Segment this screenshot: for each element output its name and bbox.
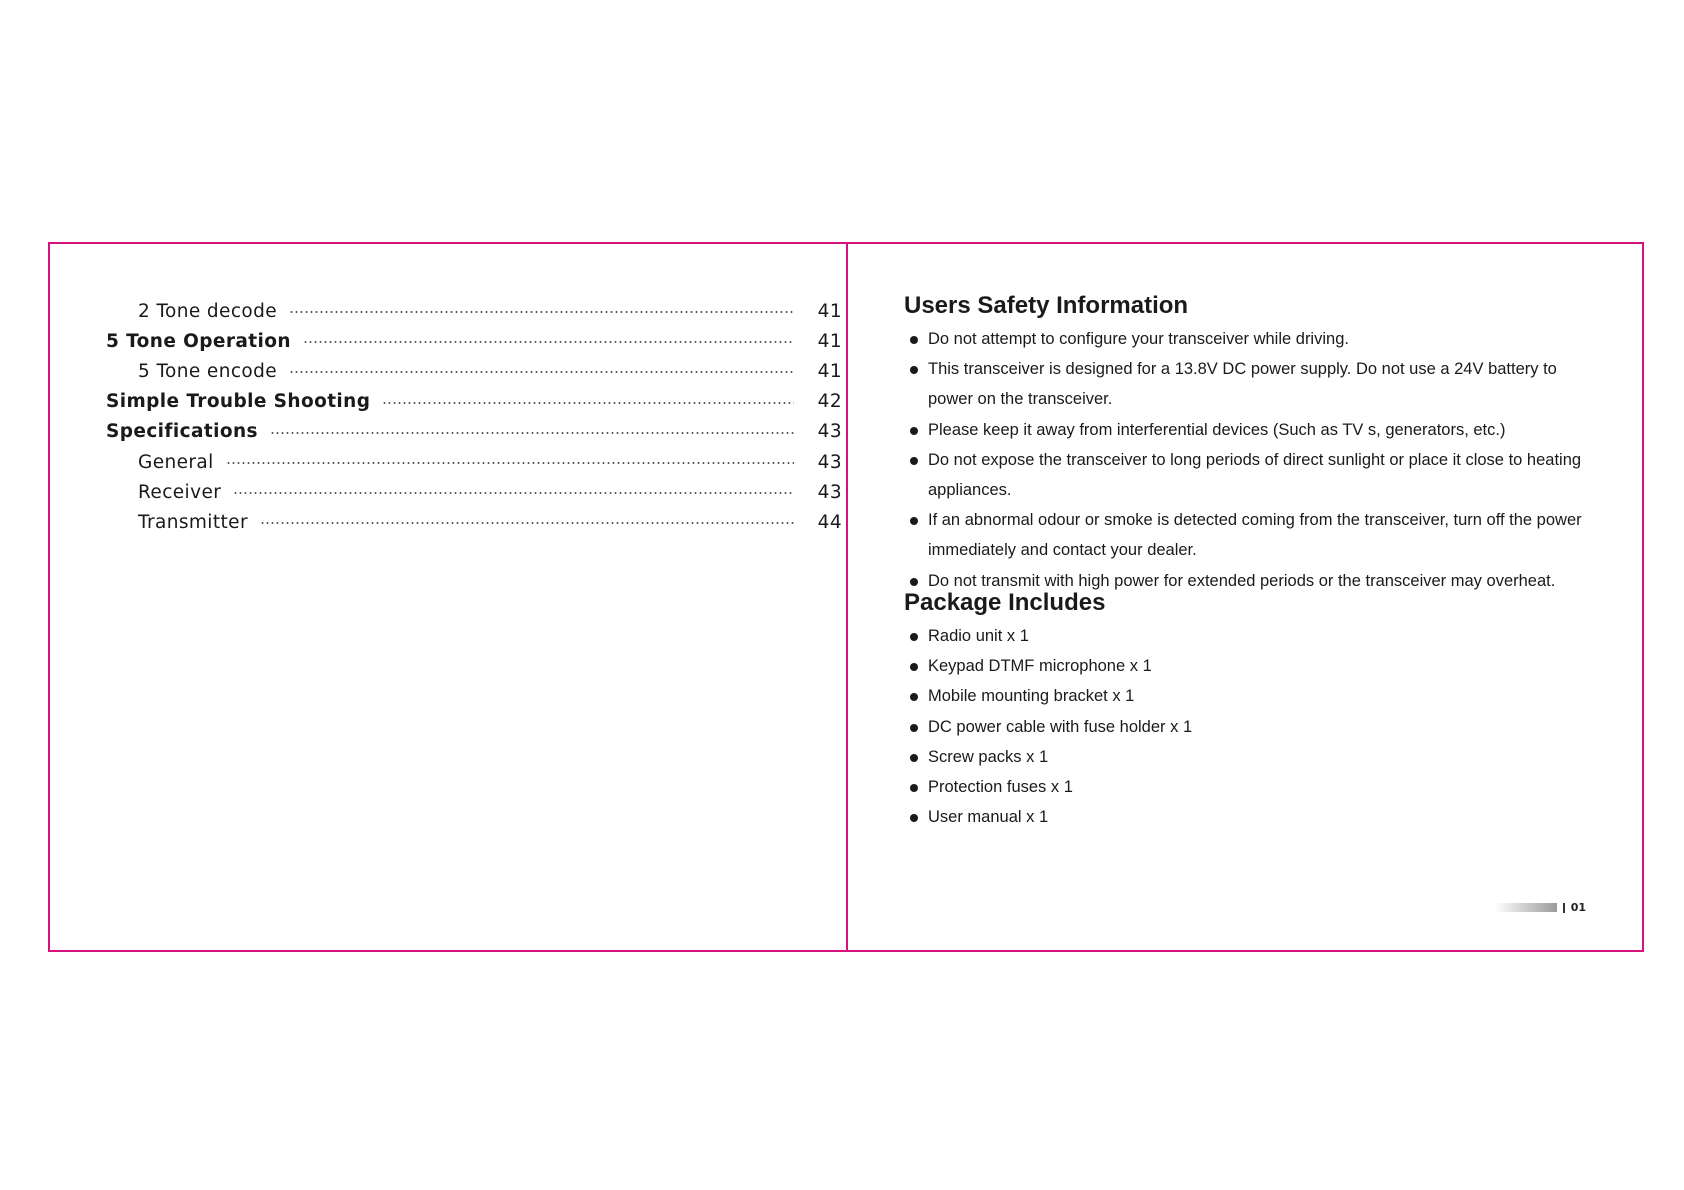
toc-dot-leader bbox=[260, 522, 794, 524]
page-number: 01 bbox=[1570, 901, 1586, 914]
toc-dot-leader bbox=[289, 371, 794, 373]
list-item bbox=[904, 681, 1604, 711]
toc-entry-page: 41 bbox=[817, 300, 842, 322]
list-item-text: Do not attempt to configure your transceiver while driving. bbox=[928, 330, 1349, 348]
toc-entry-title: Simple Trouble Shooting bbox=[106, 391, 371, 413]
list-item-text: User manual x 1 bbox=[928, 808, 1049, 827]
list-item bbox=[904, 742, 1604, 772]
toc-entry bbox=[106, 356, 842, 386]
right-page bbox=[904, 244, 1604, 950]
bullet-icon bbox=[910, 517, 918, 525]
bullet-icon bbox=[910, 366, 918, 374]
toc-dot-leader bbox=[233, 492, 794, 494]
toc-dot-leader bbox=[270, 432, 794, 434]
bullet-icon bbox=[910, 814, 918, 822]
toc-entry-title: Specifications bbox=[106, 421, 258, 443]
list-item bbox=[904, 651, 1604, 681]
toc-entry-page: 43 bbox=[817, 451, 842, 473]
toc-dot-leader bbox=[382, 402, 794, 404]
bullet-icon bbox=[910, 457, 918, 465]
toc-entry-title: General bbox=[138, 451, 214, 473]
page-divider bbox=[846, 244, 848, 950]
toc-entry-title: 5 Tone Operation bbox=[106, 330, 291, 352]
list-item bbox=[904, 621, 1604, 651]
footer-gradient-bar bbox=[1495, 903, 1557, 912]
list-item bbox=[904, 772, 1604, 802]
bullet-icon bbox=[910, 784, 918, 792]
bullet-icon bbox=[910, 693, 918, 701]
toc-entry-page: 43 bbox=[817, 481, 842, 503]
safety-list bbox=[904, 324, 1604, 596]
safety-heading: Users Safety Information bbox=[904, 292, 1189, 319]
list-item-text: If an abnormal odour or smoke is detected coming from the transceiver, turn off the power immediately and contact your dealer. bbox=[928, 511, 1582, 560]
bullet-icon bbox=[910, 754, 918, 762]
toc-dot-leader bbox=[289, 311, 794, 313]
bullet-icon bbox=[910, 427, 918, 435]
list-item-text: Do not expose the transceiver to long periods of direct sunlight or place it close to heating appliances. bbox=[928, 450, 1582, 500]
toc-entry bbox=[106, 296, 842, 326]
page-footer bbox=[1495, 901, 1586, 914]
toc-entry-title: Receiver bbox=[138, 481, 222, 503]
footer-separator bbox=[1563, 903, 1565, 913]
list-item bbox=[904, 445, 1604, 505]
package-list bbox=[904, 621, 1604, 832]
package-heading: Package Includes bbox=[904, 589, 1106, 616]
list-item-text: Radio unit x 1 bbox=[928, 627, 1029, 645]
toc-entry bbox=[106, 507, 842, 537]
list-item-text: Keypad DTMF microphone x 1 bbox=[928, 657, 1152, 676]
bullet-icon bbox=[910, 336, 918, 344]
toc-entry-page: 41 bbox=[817, 330, 842, 352]
manual-spread bbox=[48, 242, 1644, 952]
toc-entry bbox=[106, 447, 842, 477]
list-item bbox=[904, 324, 1604, 354]
toc-entry-title: 5 Tone encode bbox=[138, 360, 278, 382]
list-item-text: Mobile mounting bracket x 1 bbox=[928, 687, 1135, 706]
toc-entry-page: 44 bbox=[817, 511, 842, 533]
list-item-text: Screw packs x 1 bbox=[928, 747, 1049, 766]
toc-entry bbox=[106, 417, 842, 447]
bullet-icon bbox=[910, 724, 918, 732]
toc-entry bbox=[106, 326, 842, 356]
toc-entry-title: 2 Tone decode bbox=[138, 300, 278, 322]
toc-entry-page: 42 bbox=[817, 391, 842, 413]
toc-entry bbox=[106, 387, 842, 417]
list-item bbox=[904, 802, 1604, 832]
list-item bbox=[904, 415, 1604, 445]
toc-entry bbox=[106, 477, 842, 507]
toc-entry-page: 41 bbox=[817, 360, 842, 382]
list-item-text: This transceiver is designed for a 13.8V DC power supply. Do not use a 24V battery to power on the transceiver. bbox=[928, 360, 1557, 409]
bullet-icon bbox=[910, 578, 918, 586]
toc-dot-leader bbox=[303, 341, 794, 343]
bullet-icon bbox=[910, 663, 918, 671]
toc-entry-title: Transmitter bbox=[138, 511, 248, 533]
list-item-text: Please keep it away from interferential devices (Such as TV s, generators, etc.) bbox=[928, 420, 1506, 439]
toc-entry-page: 43 bbox=[817, 421, 842, 443]
list-item-text: Protection fuses x 1 bbox=[928, 778, 1073, 797]
list-item-text: DC power cable with fuse holder x 1 bbox=[928, 717, 1193, 736]
list-item bbox=[904, 712, 1604, 742]
list-item bbox=[904, 354, 1604, 414]
toc-dot-leader bbox=[226, 462, 794, 464]
table-of-contents bbox=[106, 296, 842, 538]
list-item bbox=[904, 505, 1604, 565]
list-item-text: Do not transmit with high power for extended periods or the transceiver may overheat. bbox=[928, 571, 1556, 590]
bullet-icon bbox=[910, 633, 918, 641]
